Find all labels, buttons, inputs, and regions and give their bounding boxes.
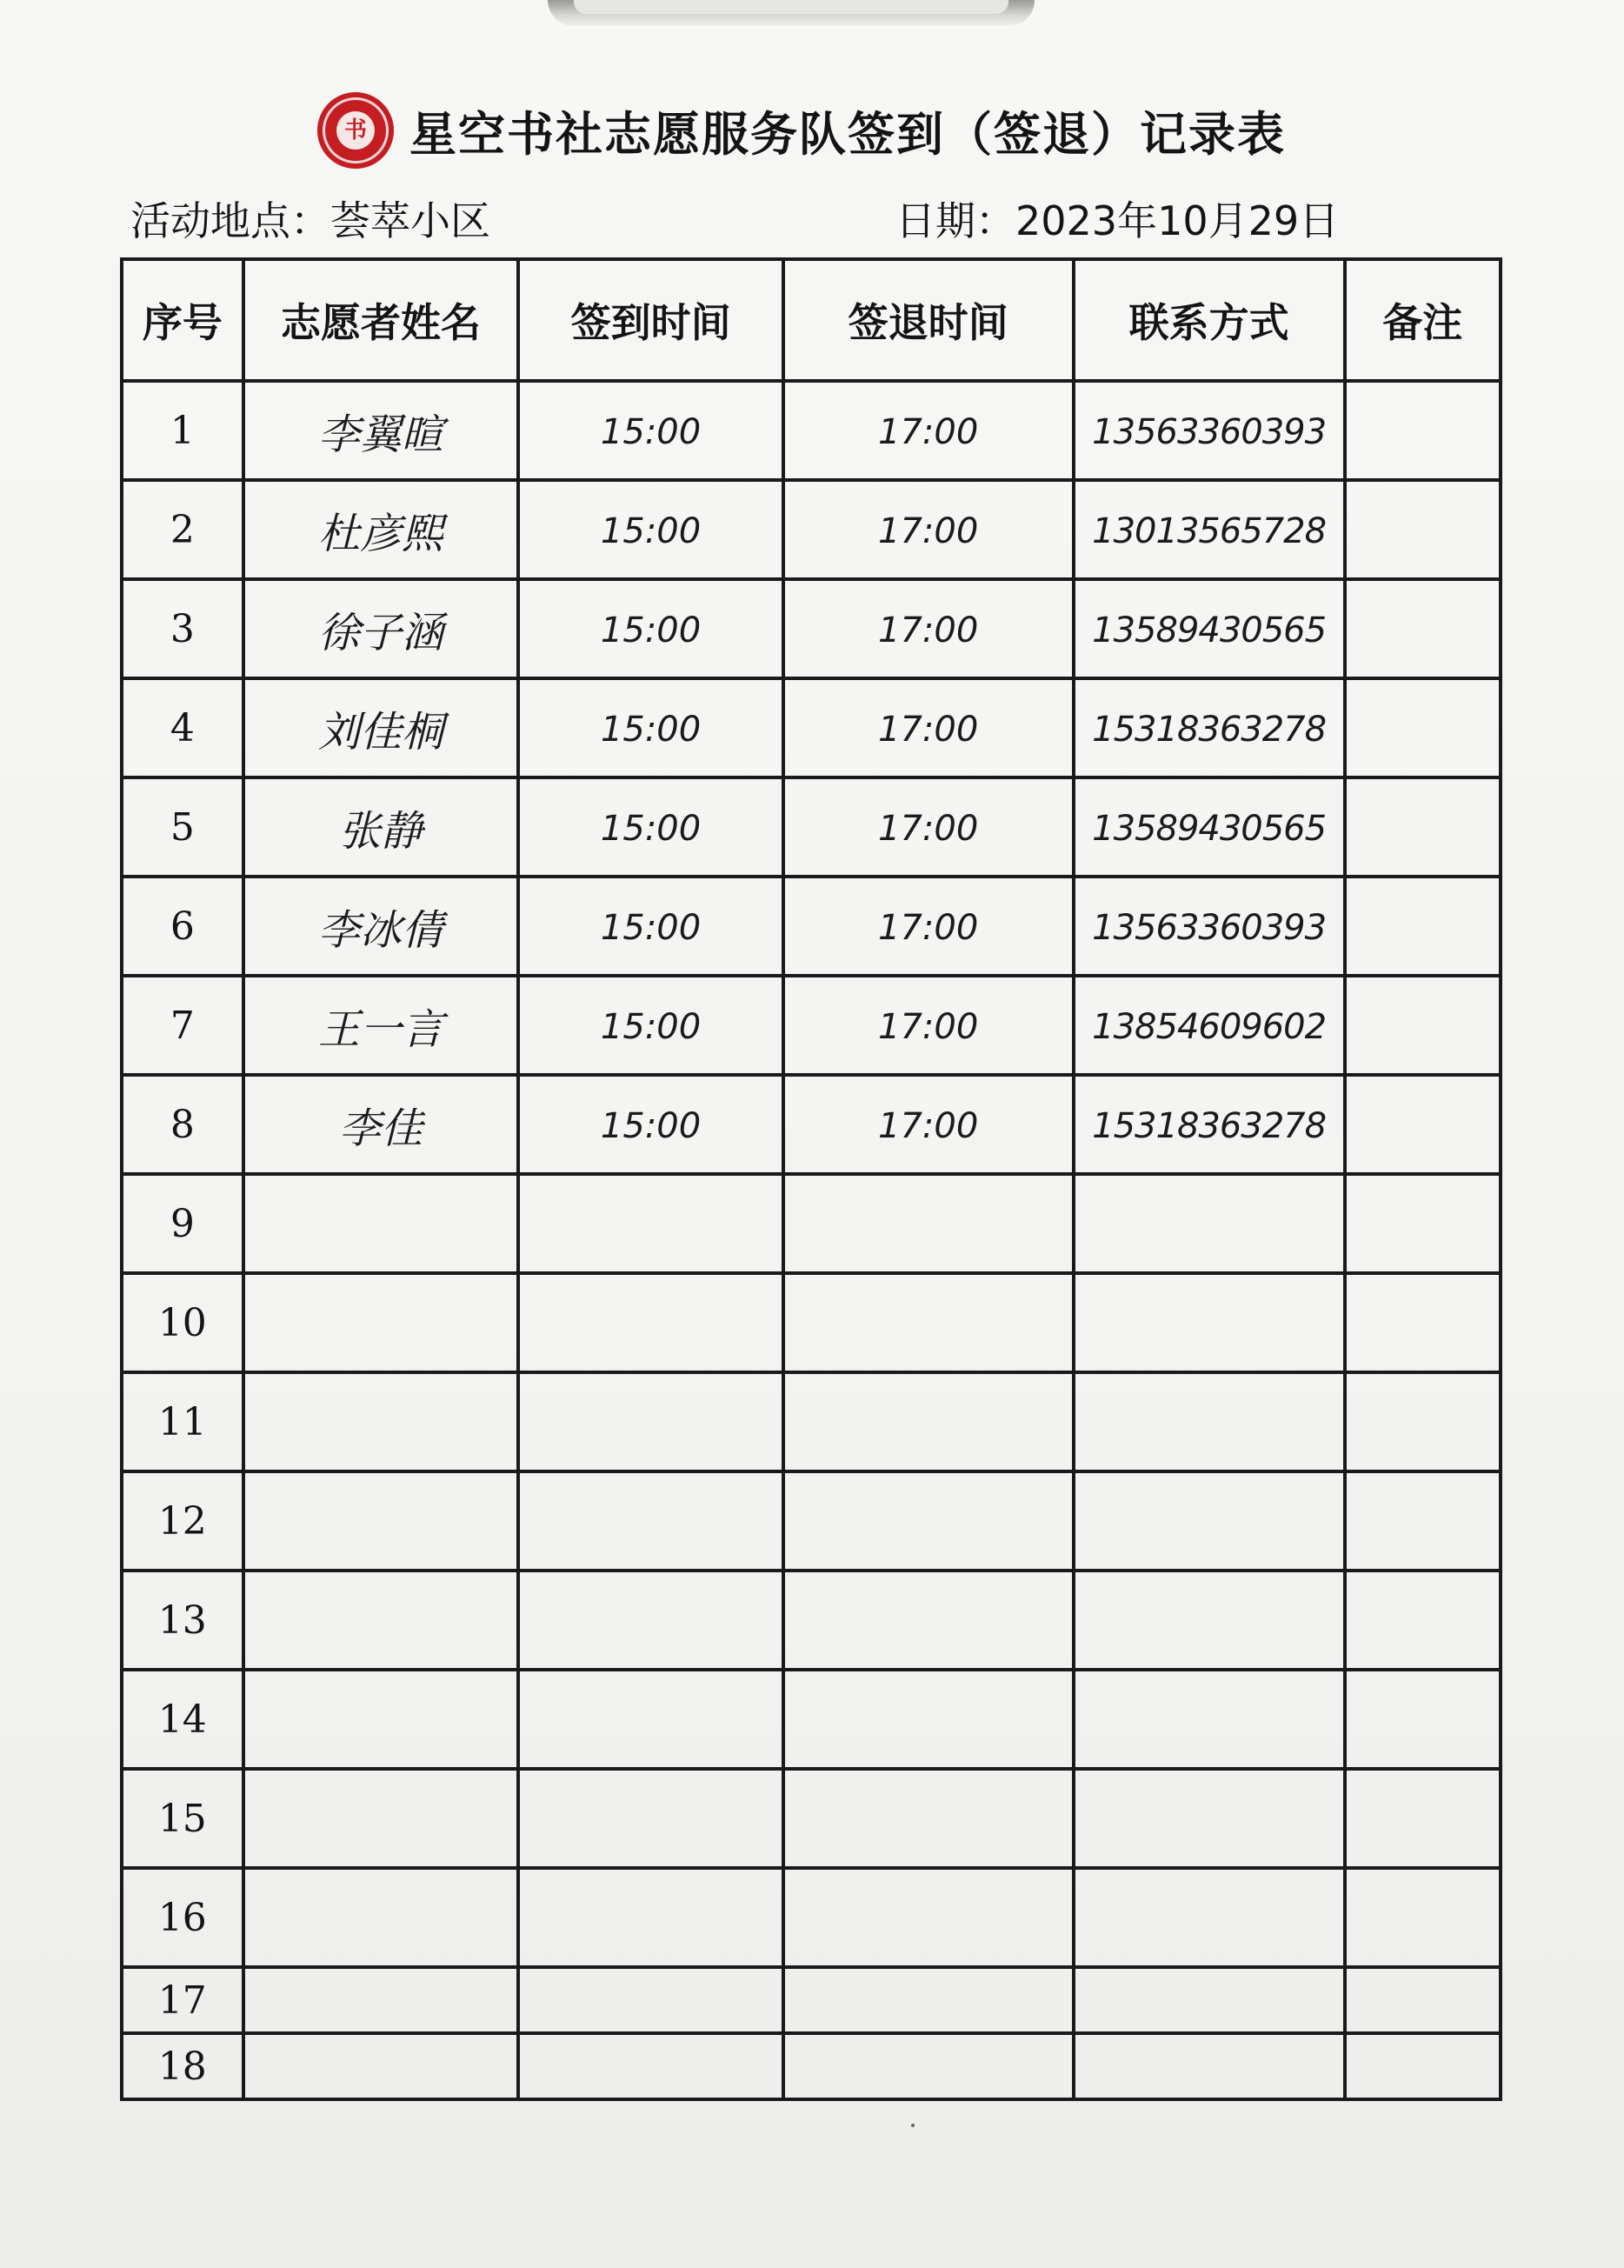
cell-sign-in-time [518,777,782,877]
paper-speck [911,2124,915,2127]
cell-volunteer-name [243,2033,519,2099]
cell-contact [1074,1868,1345,1967]
table-row [122,1769,1501,1868]
cell-sign-out-time [783,579,1074,678]
cell-volunteer-name-text: 李冰倩 [318,905,444,955]
cell-number-text: 2 [170,507,195,552]
column-header-contact: 联系方式 [1074,259,1345,381]
cell-contact [1074,480,1345,579]
table-header-row [122,259,1501,381]
cell-number [122,2033,243,2099]
cell-sign-in-time-text: 15:00 [600,709,702,750]
cell-number-text: 5 [170,804,195,850]
cell-sign-in-time [518,1571,782,1670]
cell-volunteer-name [243,1075,519,1174]
cell-sign-out-time [783,1273,1074,1372]
cell-volunteer-name [243,480,519,579]
cell-number [122,976,243,1075]
cell-contact [1074,1174,1345,1273]
cell-sign-out-time [783,1769,1074,1868]
cell-sign-out-time [783,1174,1074,1273]
cell-number [122,579,243,678]
cell-contact-text: 15318363278 [1092,709,1327,750]
cell-number [122,1372,243,1471]
cell-sign-out-time [783,1471,1074,1571]
cell-sign-in-time [518,1372,782,1471]
cell-note [1345,381,1501,480]
table-row [122,1868,1501,1967]
cell-volunteer-name [243,777,519,877]
cell-note [1345,1273,1501,1372]
cell-contact [1074,678,1345,777]
cell-sign-out-time [783,1670,1074,1769]
cell-note [1345,877,1501,976]
cell-number [122,1273,243,1372]
cell-volunteer-name [243,1273,519,1372]
cell-number [122,381,243,480]
table-row [122,1471,1501,1571]
cell-sign-in-time [518,1273,782,1372]
cell-sign-in-time [518,2033,782,2099]
cell-volunteer-name [243,579,519,678]
table-row [122,1372,1501,1471]
cell-sign-out-time [783,1967,1074,2033]
cell-volunteer-name [243,877,519,976]
column-header-sign-in: 签到时间 [518,259,782,381]
cell-volunteer-name [243,1769,519,1868]
table-row [122,1273,1501,1372]
cell-sign-in-time-text: 15:00 [600,411,702,452]
cell-sign-out-time [783,1372,1074,1471]
cell-contact-text: 13563360393 [1092,907,1327,948]
cell-note [1345,678,1501,777]
clipboard-clip [548,0,1035,26]
table-row [122,480,1501,579]
cell-volunteer-name-text: 杜彦熙 [318,509,444,558]
cell-number-text: 11 [157,1399,207,1444]
cell-contact [1074,2033,1345,2099]
cell-number-text: 18 [157,2044,207,2089]
cell-contact [1074,1372,1345,1471]
cell-sign-in-time-text: 15:00 [600,1006,702,1047]
document-header [317,87,1286,174]
table-row [122,2033,1501,2099]
activity-date: 日期：2023年10月29日 [895,197,1340,244]
cell-volunteer-name [243,976,519,1075]
table-row [122,381,1501,480]
cell-sign-out-time [783,777,1074,877]
cell-sign-in-time [518,1868,782,1967]
cell-sign-out-time-text: 17:00 [878,610,979,650]
cell-note [1345,777,1501,877]
cell-contact-text: 13589430565 [1092,610,1327,650]
cell-contact-text: 13563360393 [1092,411,1327,452]
cell-volunteer-name-text: 刘佳桐 [318,707,444,757]
cell-sign-in-time [518,1769,782,1868]
table-row [122,579,1501,678]
cell-note [1345,1769,1501,1868]
cell-sign-out-time-text: 17:00 [878,510,979,551]
cell-number [122,1967,243,2033]
cell-volunteer-name-text: 徐子涵 [318,608,444,657]
cell-sign-in-time [518,678,782,777]
cell-contact-text: 15318363278 [1092,1105,1327,1146]
cell-sign-in-time [518,480,782,579]
cell-contact [1074,1471,1345,1571]
cell-number-text: 12 [157,1498,207,1544]
table-body [122,381,1501,2099]
table-row [122,1174,1501,1273]
cell-number-text: 16 [157,1895,207,1940]
cell-volunteer-name [243,1967,519,2033]
cell-number [122,777,243,877]
cell-sign-out-time-text: 17:00 [878,1006,979,1047]
cell-number [122,1769,243,1868]
cell-sign-out-time [783,1868,1074,1967]
cell-volunteer-name-text: 李翼暄 [318,410,444,459]
cell-note [1345,976,1501,1075]
cell-number-text: 13 [157,1598,207,1643]
cell-volunteer-name [243,381,519,480]
cell-sign-out-time-text: 17:00 [878,1105,979,1146]
cell-number-text: 4 [170,705,195,750]
cell-sign-in-time [518,976,782,1075]
cell-sign-out-time-text: 17:00 [878,709,979,750]
cell-note [1345,1670,1501,1769]
cell-number [122,480,243,579]
cell-volunteer-name-text: 王一言 [318,1004,444,1054]
cell-sign-out-time-text: 17:00 [878,907,979,948]
cell-number-text: 14 [157,1697,207,1742]
column-header-number: 序号 [122,259,243,381]
cell-sign-out-time [783,381,1074,480]
cell-number [122,1471,243,1571]
cell-sign-in-time [518,381,782,480]
column-header-name: 志愿者姓名 [243,259,519,381]
cell-volunteer-name [243,1372,519,1471]
cell-sign-in-time-text: 15:00 [600,510,702,551]
cell-contact [1074,579,1345,678]
table-row [122,777,1501,877]
cell-sign-in-time-text: 15:00 [600,808,702,849]
cell-sign-in-time [518,579,782,678]
cell-sign-out-time-text: 17:00 [878,808,979,849]
cell-volunteer-name [243,1670,519,1769]
cell-sign-in-time-text: 15:00 [600,610,702,650]
cell-sign-in-time-text: 15:00 [600,1105,702,1146]
cell-sign-out-time [783,2033,1074,2099]
cell-sign-out-time [783,1571,1074,1670]
cell-volunteer-name [243,1471,519,1571]
table-row [122,877,1501,976]
cell-number-text: 3 [170,606,195,651]
cell-contact-text: 13589430565 [1092,808,1327,849]
cell-contact-text: 13013565728 [1092,510,1327,551]
cell-number-text: 17 [157,1978,207,2023]
cell-note [1345,1967,1501,2033]
cell-number [122,1174,243,1273]
cell-number-text: 1 [170,408,195,453]
cell-number-text: 6 [170,904,195,949]
table-row [122,976,1501,1075]
cell-sign-in-time [518,877,782,976]
cell-note [1345,480,1501,579]
cell-sign-out-time-text: 17:00 [878,411,979,452]
cell-contact [1074,1075,1345,1174]
cell-volunteer-name [243,1174,519,1273]
cell-number [122,1670,243,1769]
cell-sign-out-time [783,877,1074,976]
cell-number-text: 15 [157,1796,207,1841]
sign-in-table [120,257,1502,2101]
cell-contact [1074,877,1345,976]
cell-contact [1074,777,1345,877]
activity-location: 活动地点：荟萃小区 [130,197,490,244]
cell-note [1345,1174,1501,1273]
cell-number [122,877,243,976]
cell-contact [1074,1769,1345,1868]
cell-volunteer-name-text: 张静 [339,806,423,856]
cell-sign-in-time [518,1174,782,1273]
cell-contact-text: 13854609602 [1092,1006,1327,1047]
cell-note [1345,2033,1501,2099]
cell-contact [1074,381,1345,480]
cell-volunteer-name [243,1868,519,1967]
cell-number [122,1571,243,1670]
cell-note [1345,1868,1501,1967]
logo-text: 书 [336,111,375,150]
cell-sign-in-time [518,1670,782,1769]
cell-contact [1074,1273,1345,1372]
cell-sign-in-time [518,1075,782,1174]
table-row [122,1670,1501,1769]
organization-logo [317,92,394,169]
cell-contact [1074,976,1345,1075]
cell-contact [1074,1967,1345,2033]
cell-number-text: 10 [157,1300,207,1345]
cell-contact [1074,1670,1345,1769]
column-header-sign-out: 签退时间 [783,259,1074,381]
page-title: 星空书社志愿服务队签到（签退）记录表 [409,106,1286,162]
cell-sign-in-time-text: 15:00 [600,907,702,948]
column-header-note: 备注 [1345,259,1501,381]
cell-sign-in-time [518,1471,782,1571]
cell-volunteer-name [243,1571,519,1670]
cell-sign-out-time [783,976,1074,1075]
table-row [122,1571,1501,1670]
cell-volunteer-name [243,678,519,777]
cell-sign-out-time [783,678,1074,777]
cell-number-text: 7 [170,1003,195,1048]
cell-number [122,678,243,777]
cell-number-text: 8 [170,1102,195,1147]
cell-note [1345,1372,1501,1471]
cell-note [1345,1471,1501,1571]
cell-volunteer-name-text: 李佳 [339,1104,423,1153]
table-row [122,1967,1501,2033]
cell-number [122,1075,243,1174]
cell-number [122,1868,243,1967]
cell-note [1345,579,1501,678]
cell-sign-in-time [518,1967,782,2033]
table-row [122,1075,1501,1174]
cell-contact [1074,1571,1345,1670]
cell-note [1345,1075,1501,1174]
cell-note [1345,1571,1501,1670]
cell-sign-out-time [783,480,1074,579]
table-row [122,678,1501,777]
cell-sign-out-time [783,1075,1074,1174]
cell-number-text: 9 [170,1201,195,1246]
